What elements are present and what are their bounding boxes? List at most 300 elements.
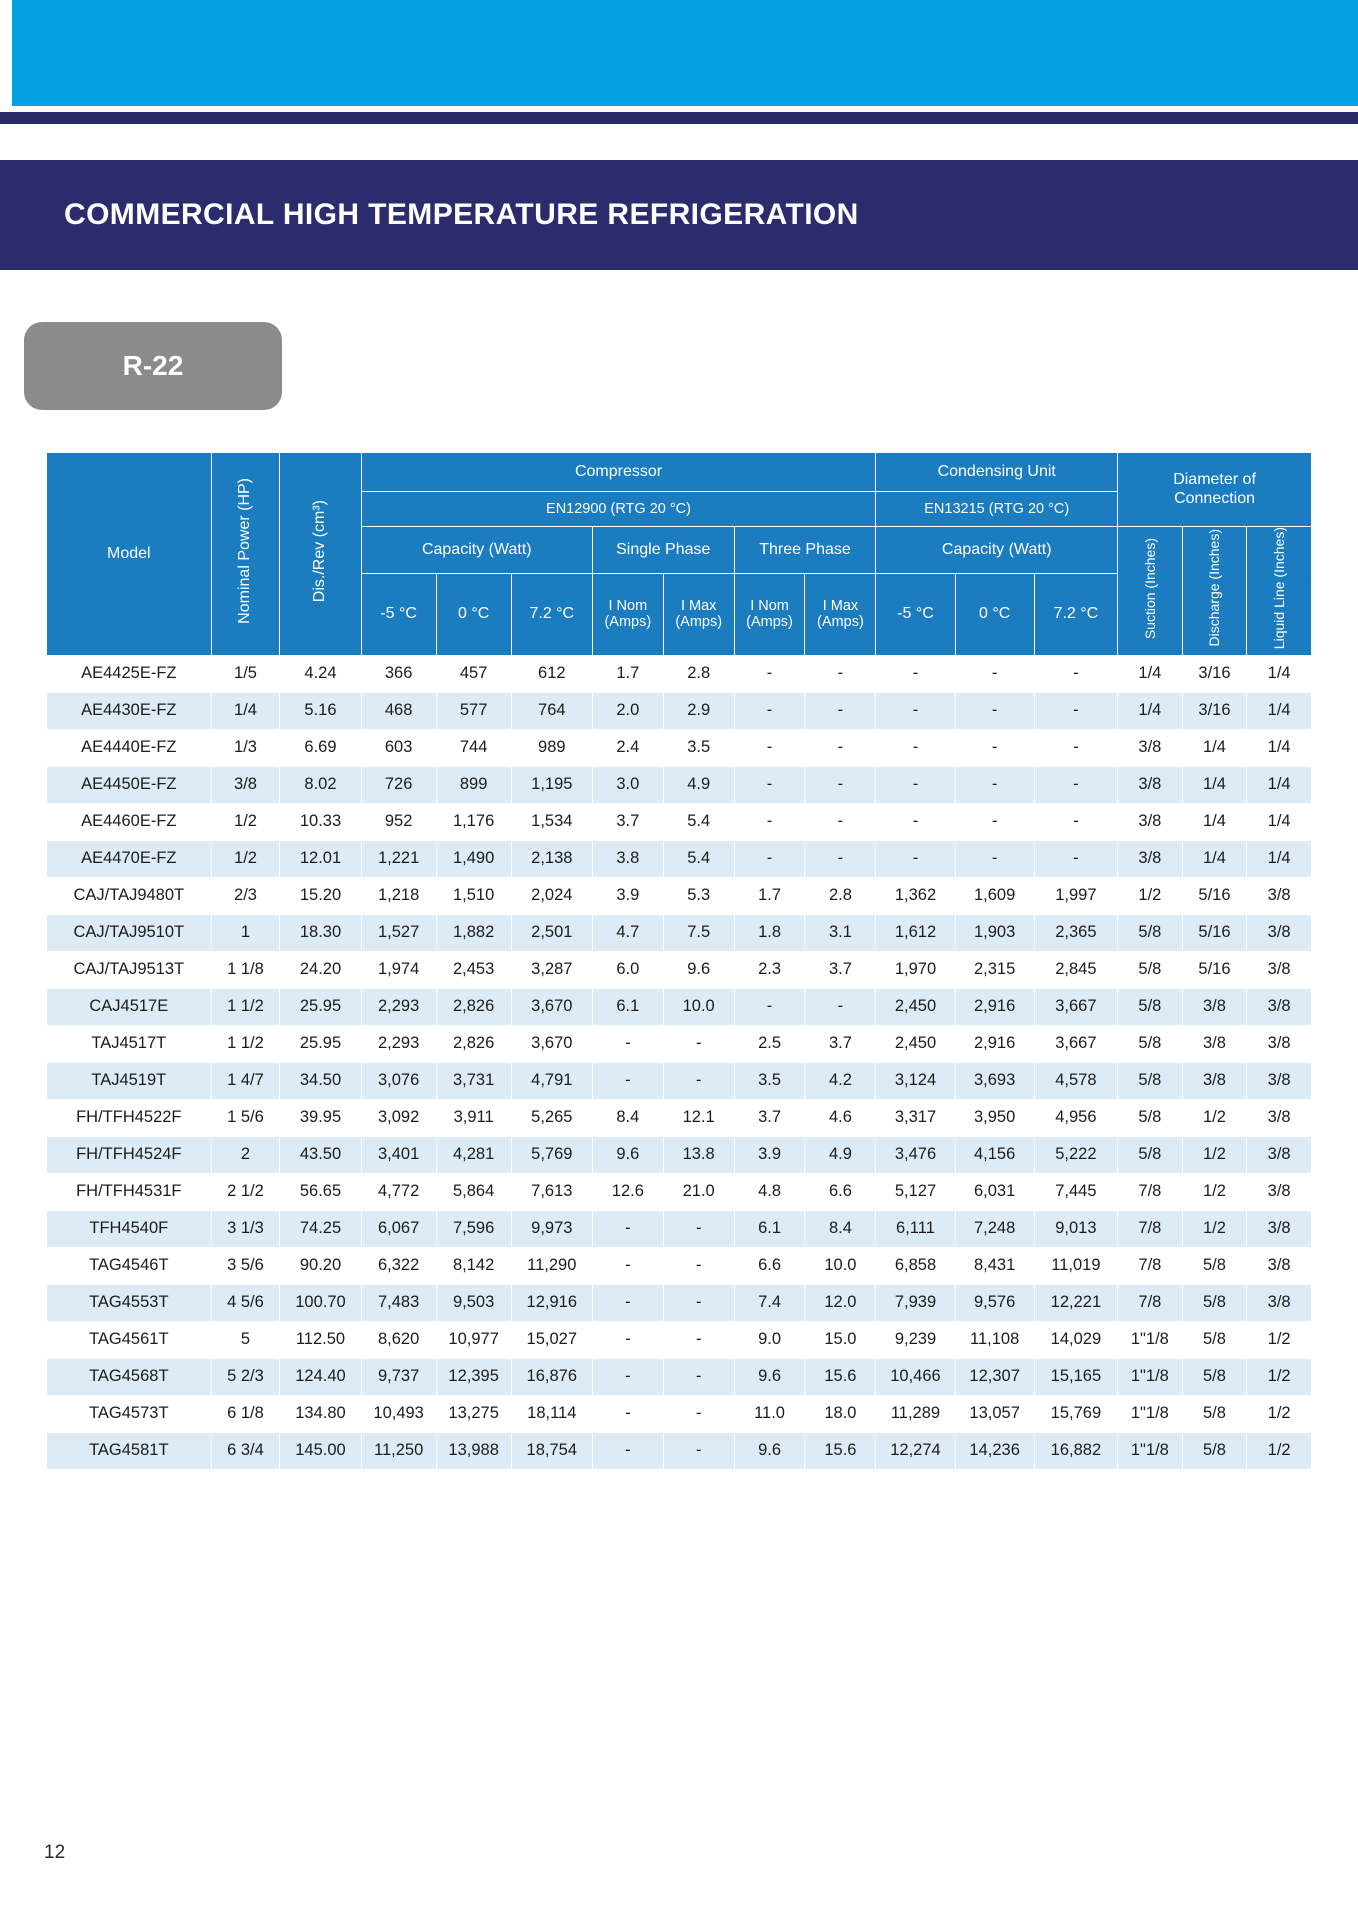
- table-cell: 1,490: [436, 840, 511, 877]
- group-header-single-phase: Single Phase: [592, 527, 734, 574]
- table-cell: 2/3: [211, 877, 280, 914]
- table-cell: 1,527: [361, 914, 436, 951]
- table-cell: -: [592, 1247, 663, 1284]
- table-cell: 5.4: [663, 803, 734, 840]
- table-row: [47, 1136, 1312, 1173]
- table-cell: 3/16: [1182, 692, 1247, 729]
- table-cell: 6,322: [361, 1247, 436, 1284]
- table-cell: 12.1: [663, 1099, 734, 1136]
- spec-table: [46, 452, 1312, 1470]
- table-cell: 7,939: [876, 1284, 955, 1321]
- table-cell: 3/8: [1247, 1062, 1312, 1099]
- table-cell: 134.80: [280, 1395, 361, 1432]
- table-cell: 10.0: [805, 1247, 876, 1284]
- table-cell: 1.7: [592, 655, 663, 692]
- table-cell: 3,317: [876, 1099, 955, 1136]
- table-cell: 3,092: [361, 1099, 436, 1136]
- table-cell: 3 5/6: [211, 1247, 280, 1284]
- table-row: [47, 877, 1312, 914]
- table-cell-model: FH/TFH4522F: [47, 1099, 212, 1136]
- table-cell: 6.6: [734, 1247, 805, 1284]
- table-cell: 764: [511, 692, 592, 729]
- table-cell: 1/2: [1247, 1321, 1312, 1358]
- table-cell-model: TAG4568T: [47, 1358, 212, 1395]
- table-cell: 2,450: [876, 988, 955, 1025]
- table-cell: 1"1/8: [1118, 1358, 1183, 1395]
- table-cell: 8.4: [805, 1210, 876, 1247]
- table-cell: 3,693: [955, 1062, 1034, 1099]
- table-cell-model: AE4450E-FZ: [47, 766, 212, 803]
- table-cell: 5.16: [280, 692, 361, 729]
- table-cell: 8.02: [280, 766, 361, 803]
- table-cell: 4.2: [805, 1062, 876, 1099]
- table-cell-model: AE4440E-FZ: [47, 729, 212, 766]
- table-cell: 6.1: [592, 988, 663, 1025]
- table-cell: -: [876, 766, 955, 803]
- table-cell: 5/16: [1182, 914, 1247, 951]
- table-cell: 1 1/8: [211, 951, 280, 988]
- table-row: [47, 1099, 1312, 1136]
- table-cell: -: [1034, 692, 1117, 729]
- table-row: [47, 1173, 1312, 1210]
- table-cell: -: [734, 988, 805, 1025]
- table-cell: 7,248: [955, 1210, 1034, 1247]
- col-header-model: Model: [47, 453, 212, 656]
- table-row: [47, 766, 1312, 803]
- table-cell: 11,289: [876, 1395, 955, 1432]
- col-header-inom-single-phase: I Nom (Amps): [592, 574, 663, 655]
- table-cell: 10,977: [436, 1321, 511, 1358]
- table-cell: -: [663, 1025, 734, 1062]
- table-cell: 6,067: [361, 1210, 436, 1247]
- table-cell: 457: [436, 655, 511, 692]
- table-cell: 1: [211, 914, 280, 951]
- table-cell: -: [1034, 840, 1117, 877]
- table-cell: 4.24: [280, 655, 361, 692]
- table-cell: 3.9: [734, 1136, 805, 1173]
- col-header-discharge: Discharge (Inches): [1182, 527, 1247, 656]
- col-header-dis-rev: Dis./Rev (cm³): [280, 453, 361, 656]
- table-cell: 13,988: [436, 1432, 511, 1469]
- table-cell: -: [592, 1432, 663, 1469]
- table-cell-model: AE4460E-FZ: [47, 803, 212, 840]
- table-cell: 2,916: [955, 1025, 1034, 1062]
- col-header-cu-0c: 0 °C: [955, 574, 1034, 655]
- table-cell: 7/8: [1118, 1210, 1183, 1247]
- table-cell: 2,826: [436, 988, 511, 1025]
- table-cell: 577: [436, 692, 511, 729]
- table-cell: 9.0: [734, 1321, 805, 1358]
- table-cell: 3,401: [361, 1136, 436, 1173]
- table-cell: 744: [436, 729, 511, 766]
- table-cell: 34.50: [280, 1062, 361, 1099]
- table-cell: 3/8: [1182, 1025, 1247, 1062]
- table-cell: 4,791: [511, 1062, 592, 1099]
- table-cell: 5,769: [511, 1136, 592, 1173]
- table-cell: 12.0: [805, 1284, 876, 1321]
- table-cell: -: [1034, 766, 1117, 803]
- table-head: [47, 453, 1312, 656]
- table-row: [47, 1395, 1312, 1432]
- table-cell: 9.6: [663, 951, 734, 988]
- table-cell: 1/4: [1247, 766, 1312, 803]
- page-title: COMMERCIAL HIGH TEMPERATURE REFRIGERATION: [64, 198, 859, 231]
- table-cell: 2,315: [955, 951, 1034, 988]
- table-cell: 2,501: [511, 914, 592, 951]
- table-cell: -: [592, 1062, 663, 1099]
- table-cell: -: [955, 766, 1034, 803]
- table-cell: 13,275: [436, 1395, 511, 1432]
- table-cell: 12.6: [592, 1173, 663, 1210]
- table-cell: 1/4: [1247, 692, 1312, 729]
- table-cell: 3/8: [1247, 951, 1312, 988]
- table-cell: 15,027: [511, 1321, 592, 1358]
- table-cell: -: [663, 1432, 734, 1469]
- table-cell: -: [663, 1395, 734, 1432]
- table-cell: 21.0: [663, 1173, 734, 1210]
- table-cell: 4,956: [1034, 1099, 1117, 1136]
- table-row: [47, 803, 1312, 840]
- table-cell-model: TAJ4517T: [47, 1025, 212, 1062]
- table-cell: 1,362: [876, 877, 955, 914]
- group-header-diameter-of-connection: Diameter of Connection: [1118, 453, 1312, 527]
- table-cell: 15.20: [280, 877, 361, 914]
- table-cell: 1/2: [1182, 1210, 1247, 1247]
- col-header-inom-three-phase: I Nom (Amps): [734, 574, 805, 655]
- table-cell: 9.6: [734, 1432, 805, 1469]
- table-cell: 3/16: [1182, 655, 1247, 692]
- table-cell: 8,620: [361, 1321, 436, 1358]
- table-cell: 15,165: [1034, 1358, 1117, 1395]
- table-cell: 1/4: [1182, 766, 1247, 803]
- table-cell: 3,667: [1034, 1025, 1117, 1062]
- table-cell-model: FH/TFH4531F: [47, 1173, 212, 1210]
- table-cell: 3/8: [1182, 1062, 1247, 1099]
- table-cell: 1,534: [511, 803, 592, 840]
- table-cell: 1/2: [1247, 1358, 1312, 1395]
- table-cell: 3/8: [1118, 840, 1183, 877]
- table-cell: 3/8: [1247, 1210, 1312, 1247]
- table-cell: 13,057: [955, 1395, 1034, 1432]
- table-body: [47, 655, 1312, 1469]
- table-cell: 14,029: [1034, 1321, 1117, 1358]
- table-row: [47, 1321, 1312, 1358]
- table-cell: 7/8: [1118, 1284, 1183, 1321]
- table-cell: 6.0: [592, 951, 663, 988]
- table-cell: -: [876, 803, 955, 840]
- table-cell: 3.9: [592, 877, 663, 914]
- table-cell: 25.95: [280, 1025, 361, 1062]
- table-cell: 3/8: [1247, 1284, 1312, 1321]
- table-cell: 1"1/8: [1118, 1395, 1183, 1432]
- table-cell: 1/2: [1182, 1099, 1247, 1136]
- table-cell: 7/8: [1118, 1173, 1183, 1210]
- table-cell: 11,290: [511, 1247, 592, 1284]
- table-cell: 1/4: [1247, 729, 1312, 766]
- table-cell: 1,882: [436, 914, 511, 951]
- table-cell: 16,876: [511, 1358, 592, 1395]
- table-cell: 5/8: [1182, 1395, 1247, 1432]
- table-cell: 2,293: [361, 988, 436, 1025]
- table-cell: 3/8: [1247, 1099, 1312, 1136]
- table-cell: 25.95: [280, 988, 361, 1025]
- table-cell: 4,578: [1034, 1062, 1117, 1099]
- group-header-compressor: Compressor: [361, 453, 876, 492]
- table-cell: 2,138: [511, 840, 592, 877]
- table-cell: 1,218: [361, 877, 436, 914]
- table-cell: 1"1/8: [1118, 1321, 1183, 1358]
- table-cell: 3,950: [955, 1099, 1034, 1136]
- table-cell: -: [663, 1062, 734, 1099]
- table-cell-model: TAG4581T: [47, 1432, 212, 1469]
- table-cell: -: [663, 1321, 734, 1358]
- table-cell: 1,612: [876, 914, 955, 951]
- table-cell: 9,013: [1034, 1210, 1117, 1247]
- table-cell: 2.5: [734, 1025, 805, 1062]
- table-cell: 1,974: [361, 951, 436, 988]
- group-header-en12900: EN12900 (RTG 20 °C): [361, 492, 876, 527]
- table-cell: 9,503: [436, 1284, 511, 1321]
- table-cell: 7.5: [663, 914, 734, 951]
- table-cell: 18,754: [511, 1432, 592, 1469]
- table-cell: 4 5/6: [211, 1284, 280, 1321]
- table-cell: 1,997: [1034, 877, 1117, 914]
- table-cell: 12.01: [280, 840, 361, 877]
- table-cell: 9.6: [734, 1358, 805, 1395]
- table-cell: 6.6: [805, 1173, 876, 1210]
- col-header-imax-single-phase: I Max (Amps): [663, 574, 734, 655]
- table-cell: 1,609: [955, 877, 1034, 914]
- table-cell: -: [592, 1025, 663, 1062]
- table-cell: 7,596: [436, 1210, 511, 1247]
- table-cell: -: [805, 988, 876, 1025]
- table-cell: 90.20: [280, 1247, 361, 1284]
- group-header-capacity-watt-compressor: Capacity (Watt): [361, 527, 592, 574]
- table-cell: 1 4/7: [211, 1062, 280, 1099]
- table-cell: 4,281: [436, 1136, 511, 1173]
- page-title-band: [0, 160, 1358, 270]
- table-cell: 4.8: [734, 1173, 805, 1210]
- table-cell: 3/8: [1247, 988, 1312, 1025]
- table-row: [47, 729, 1312, 766]
- table-cell: 3.5: [734, 1062, 805, 1099]
- table-cell: -: [592, 1321, 663, 1358]
- table-cell: 3/8: [1247, 914, 1312, 951]
- table-cell: 3.7: [805, 951, 876, 988]
- table-cell: -: [955, 655, 1034, 692]
- table-cell: 2.9: [663, 692, 734, 729]
- table-cell: 5,127: [876, 1173, 955, 1210]
- table-cell: 952: [361, 803, 436, 840]
- col-header-comp-minus5c: -5 °C: [361, 574, 436, 655]
- table-row: [47, 840, 1312, 877]
- table-cell: 5/8: [1118, 1025, 1183, 1062]
- table-cell: 5/8: [1182, 1284, 1247, 1321]
- table-cell: 6.1: [734, 1210, 805, 1247]
- group-header-en13215: EN13215 (RTG 20 °C): [876, 492, 1118, 527]
- table-cell: 11,250: [361, 1432, 436, 1469]
- table-cell: 5,864: [436, 1173, 511, 1210]
- table-cell: -: [805, 803, 876, 840]
- table-cell: 1.8: [734, 914, 805, 951]
- table-cell: 12,221: [1034, 1284, 1117, 1321]
- table-cell: 1/2: [1247, 1432, 1312, 1469]
- table-cell-model: TAG4553T: [47, 1284, 212, 1321]
- table-cell: 1/4: [1182, 840, 1247, 877]
- table-cell: 4,156: [955, 1136, 1034, 1173]
- top-cyan-band: [0, 0, 1358, 106]
- table-cell: 5 2/3: [211, 1358, 280, 1395]
- table-cell: 2: [211, 1136, 280, 1173]
- table-cell: 3/8: [1118, 766, 1183, 803]
- table-row: [47, 1432, 1312, 1469]
- table-cell: 3.1: [805, 914, 876, 951]
- table-cell: 5,222: [1034, 1136, 1117, 1173]
- table-cell: 1/4: [1182, 729, 1247, 766]
- table-cell: 18,114: [511, 1395, 592, 1432]
- group-header-capacity-watt-condensing-unit: Capacity (Watt): [876, 527, 1118, 574]
- table-cell: 5/8: [1118, 1099, 1183, 1136]
- table-cell: -: [734, 803, 805, 840]
- table-row: [47, 1062, 1312, 1099]
- table-cell: -: [876, 840, 955, 877]
- table-cell: 5/8: [1118, 988, 1183, 1025]
- top-navy-rule: [0, 112, 1358, 124]
- table-cell: 15.6: [805, 1358, 876, 1395]
- table-cell: 24.20: [280, 951, 361, 988]
- table-cell: 9,737: [361, 1358, 436, 1395]
- table-cell: 603: [361, 729, 436, 766]
- table-cell: 15,769: [1034, 1395, 1117, 1432]
- table-cell: 3,670: [511, 988, 592, 1025]
- table-cell: 2,365: [1034, 914, 1117, 951]
- table-cell: 9.6: [592, 1136, 663, 1173]
- table-cell: 56.65: [280, 1173, 361, 1210]
- table-cell: 6.69: [280, 729, 361, 766]
- table-cell: 5/8: [1182, 1321, 1247, 1358]
- table-cell: 39.95: [280, 1099, 361, 1136]
- table-cell: 9,576: [955, 1284, 1034, 1321]
- table-cell-model: CAJ/TAJ9513T: [47, 951, 212, 988]
- table-cell: 3.8: [592, 840, 663, 877]
- table-cell: 2,293: [361, 1025, 436, 1062]
- table-cell: -: [592, 1284, 663, 1321]
- table-cell: 3,911: [436, 1099, 511, 1136]
- table-cell: 3/8: [1182, 988, 1247, 1025]
- table-cell: -: [734, 840, 805, 877]
- refrigerant-label: R-22: [122, 350, 184, 381]
- table-cell: 3,667: [1034, 988, 1117, 1025]
- table-cell: 1/4: [1247, 840, 1312, 877]
- table-row: [47, 1358, 1312, 1395]
- table-cell: 6 3/4: [211, 1432, 280, 1469]
- table-cell: 10,466: [876, 1358, 955, 1395]
- table-cell: 5/8: [1118, 914, 1183, 951]
- table-cell: 1/4: [1118, 692, 1183, 729]
- table-cell-model: CAJ4517E: [47, 988, 212, 1025]
- table-cell: -: [1034, 803, 1117, 840]
- table-cell: 1/4: [1247, 655, 1312, 692]
- table-cell: 3,731: [436, 1062, 511, 1099]
- table-cell: 3.0: [592, 766, 663, 803]
- table-cell: 3,670: [511, 1025, 592, 1062]
- table-cell: 5.4: [663, 840, 734, 877]
- table-cell: 1/2: [211, 803, 280, 840]
- header-row-groups: [47, 453, 1312, 492]
- table-cell: 5,265: [511, 1099, 592, 1136]
- table-cell: 1,221: [361, 840, 436, 877]
- table-cell: 1/2: [1118, 877, 1183, 914]
- table-cell: 2.8: [663, 655, 734, 692]
- table-cell: -: [592, 1358, 663, 1395]
- table-cell-model: TAG4546T: [47, 1247, 212, 1284]
- table-cell: 899: [436, 766, 511, 803]
- table-cell: 8,431: [955, 1247, 1034, 1284]
- table-cell: 9,973: [511, 1210, 592, 1247]
- table-cell: -: [592, 1395, 663, 1432]
- table-cell: 100.70: [280, 1284, 361, 1321]
- table-cell: 5.3: [663, 877, 734, 914]
- table-cell: 1/2: [1182, 1136, 1247, 1173]
- table-cell: 12,916: [511, 1284, 592, 1321]
- col-header-cu-72c: 7.2 °C: [1034, 574, 1117, 655]
- table-cell: 3.7: [592, 803, 663, 840]
- table-row: [47, 692, 1312, 729]
- table-cell: 18.30: [280, 914, 361, 951]
- table-cell: 3 1/3: [211, 1210, 280, 1247]
- table-cell: 2.4: [592, 729, 663, 766]
- table-cell: 1,195: [511, 766, 592, 803]
- table-cell: 10.33: [280, 803, 361, 840]
- table-row: [47, 988, 1312, 1025]
- table-cell: -: [876, 655, 955, 692]
- table-cell: -: [663, 1358, 734, 1395]
- col-header-suction: Suction (Inches): [1118, 527, 1183, 656]
- table-cell: -: [805, 692, 876, 729]
- col-header-comp-72c: 7.2 °C: [511, 574, 592, 655]
- table-cell: -: [876, 692, 955, 729]
- table-cell: 11.0: [734, 1395, 805, 1432]
- table-row: [47, 914, 1312, 951]
- table-row: [47, 1210, 1312, 1247]
- table-cell: 5/8: [1182, 1358, 1247, 1395]
- table-cell: 5/8: [1118, 1062, 1183, 1099]
- table-cell: 14,236: [955, 1432, 1034, 1469]
- table-cell: 366: [361, 655, 436, 692]
- table-cell-model: TFH4540F: [47, 1210, 212, 1247]
- table-row: [47, 1284, 1312, 1321]
- table-cell: 3,287: [511, 951, 592, 988]
- table-cell: 1/2: [211, 840, 280, 877]
- table-cell: 1/2: [1182, 1173, 1247, 1210]
- table-cell: 112.50: [280, 1321, 361, 1358]
- table-cell: 5/8: [1118, 1136, 1183, 1173]
- table-cell: 7/8: [1118, 1247, 1183, 1284]
- table-cell: 5/8: [1182, 1432, 1247, 1469]
- table-row: [47, 951, 1312, 988]
- table-cell: 12,274: [876, 1432, 955, 1469]
- table-cell-model: FH/TFH4524F: [47, 1136, 212, 1173]
- table-cell: 612: [511, 655, 592, 692]
- table-cell: 6,111: [876, 1210, 955, 1247]
- table-cell: 3.7: [805, 1025, 876, 1062]
- table-cell: -: [955, 692, 1034, 729]
- table-cell: -: [805, 655, 876, 692]
- table-cell: 2,826: [436, 1025, 511, 1062]
- table-cell: -: [734, 655, 805, 692]
- table-cell: 5/16: [1182, 877, 1247, 914]
- table-cell: 3/8: [1247, 1173, 1312, 1210]
